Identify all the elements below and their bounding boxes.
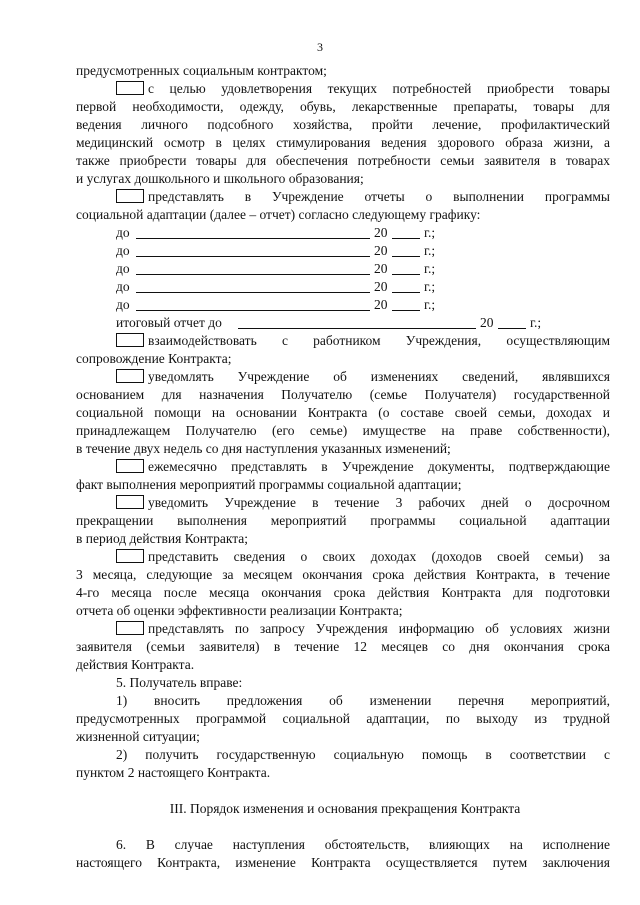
text-line: предусмотренных социальным контрактом; <box>76 63 327 78</box>
text-line: уведомлять Учреждение об изменениях сведений, являвшихся <box>116 368 610 386</box>
date-blank[interactable] <box>136 292 370 293</box>
checkbox[interactable] <box>116 549 144 563</box>
text-line: 3 месяца, следующие за месяцем окончания срока действия Контракта, в течение <box>76 567 610 582</box>
text-line: также приобрести товары для обеспечения потребности семьи заявителя в товарах <box>76 153 610 168</box>
year-blank[interactable] <box>392 274 420 275</box>
checkbox[interactable] <box>116 369 144 383</box>
schedule-row: до 20 г.; <box>116 279 436 294</box>
section-title: III. Порядок изменения и основания прекращения Контракта <box>169 801 521 816</box>
text-line: настоящего Контракта, изменение Контракта осуществляется путем заключения <box>76 855 610 870</box>
text-line: прекращении выполнения мероприятий программы социальной адаптации <box>76 513 610 528</box>
schedule-row: до 20 г.; <box>116 225 436 240</box>
date-blank[interactable] <box>136 238 370 239</box>
page-number: 3 <box>317 40 323 54</box>
text-line: заявителя (семьи заявителя) в течение 12 месяцев со дня окончания срока <box>76 639 610 654</box>
year-blank[interactable] <box>498 328 526 329</box>
text-line: и услугах дошкольного и школьного образования; <box>76 171 364 186</box>
text-line: социальной адаптации (далее – отчет) согласно следующему графику: <box>76 207 481 222</box>
text-line: в течение двух недель со дня наступления указанных изменений; <box>76 441 451 456</box>
checkbox[interactable] <box>116 81 144 95</box>
date-blank[interactable] <box>238 328 476 329</box>
final-report-row: итоговый отчет до 20 г.; <box>116 315 542 330</box>
text-line: уведомить Учреждение в течение 3 рабочих дней о досрочном <box>116 494 610 512</box>
checkbox[interactable] <box>116 459 144 473</box>
date-blank[interactable] <box>136 310 370 311</box>
text-line: с целью удовлетворения текущих потребностей приобрести товары <box>116 80 610 98</box>
text-line: взаимодействовать с работником Учреждения, осуществляющим <box>116 332 610 350</box>
text-line: сопровождение Контракта; <box>76 351 232 366</box>
year-blank[interactable] <box>392 238 420 239</box>
year-blank[interactable] <box>392 256 420 257</box>
text-line: 6. В случае наступления обстоятельств, влияющих на исполнение <box>116 837 610 852</box>
text-line: социальной помощи на основании Контракта (о составе своей семьи, доходах и <box>76 405 610 420</box>
text-line: действия Контракта. <box>76 657 195 672</box>
text-line: 1) вносить предложения об изменении перечня мероприятий, <box>116 693 610 708</box>
checkbox[interactable] <box>116 333 144 347</box>
schedule-row: до 20 г.; <box>116 243 436 258</box>
text-line: ведения личного подсобного хозяйства, пройти лечение, профилактический <box>76 117 610 132</box>
text-line: ежемесячно представлять в Учреждение документы, подтверждающие <box>116 458 610 476</box>
date-blank[interactable] <box>136 256 370 257</box>
checkbox[interactable] <box>116 189 144 203</box>
text-line: в период действия Контракта; <box>76 531 249 546</box>
date-blank[interactable] <box>136 274 370 275</box>
text-line: первой необходимости, одежду, обувь, лекарственные препараты, товары для <box>76 99 610 114</box>
clause-heading: 5. Получатель вправе: <box>116 675 243 690</box>
text-line: медицинский осмотр в целях стимулирования ведения здорового образа жизни, а <box>76 135 610 150</box>
year-blank[interactable] <box>392 310 420 311</box>
schedule-row: до 20 г.; <box>116 297 436 312</box>
text-line: отчета об оценки эффективности реализации Контракта; <box>76 603 403 618</box>
text-line: представить сведения о своих доходах (доходов своей семьи) за <box>116 548 610 566</box>
text-line: пунктом 2 настоящего Контракта. <box>76 765 271 780</box>
year-blank[interactable] <box>392 292 420 293</box>
text-line: жизненной ситуации; <box>76 729 200 744</box>
text-line: принадлежащем Получателю (его семье) имуществе на праве собственности), <box>76 423 610 438</box>
text-line: 4-го месяца после месяца окончания срока действия Контракта для подготовки <box>76 585 610 600</box>
text-line: представлять по запросу Учреждения информацию об условиях жизни <box>116 620 610 638</box>
text-line: основанием для назначения Получателю (семье Получателя) государственной <box>76 387 610 402</box>
schedule-row: до 20 г.; <box>116 261 436 276</box>
text-line: 2) получить государственную социальную помощь в соответствии с <box>116 747 610 762</box>
checkbox[interactable] <box>116 621 144 635</box>
text-line: предусмотренных программой социальной адаптации, по выходу из трудной <box>76 711 610 726</box>
checkbox[interactable] <box>116 495 144 509</box>
text-line: факт выполнения мероприятий программы социальной адаптации; <box>76 477 462 492</box>
text-line: представлять в Учреждение отчеты о выполнении программы <box>116 188 610 206</box>
